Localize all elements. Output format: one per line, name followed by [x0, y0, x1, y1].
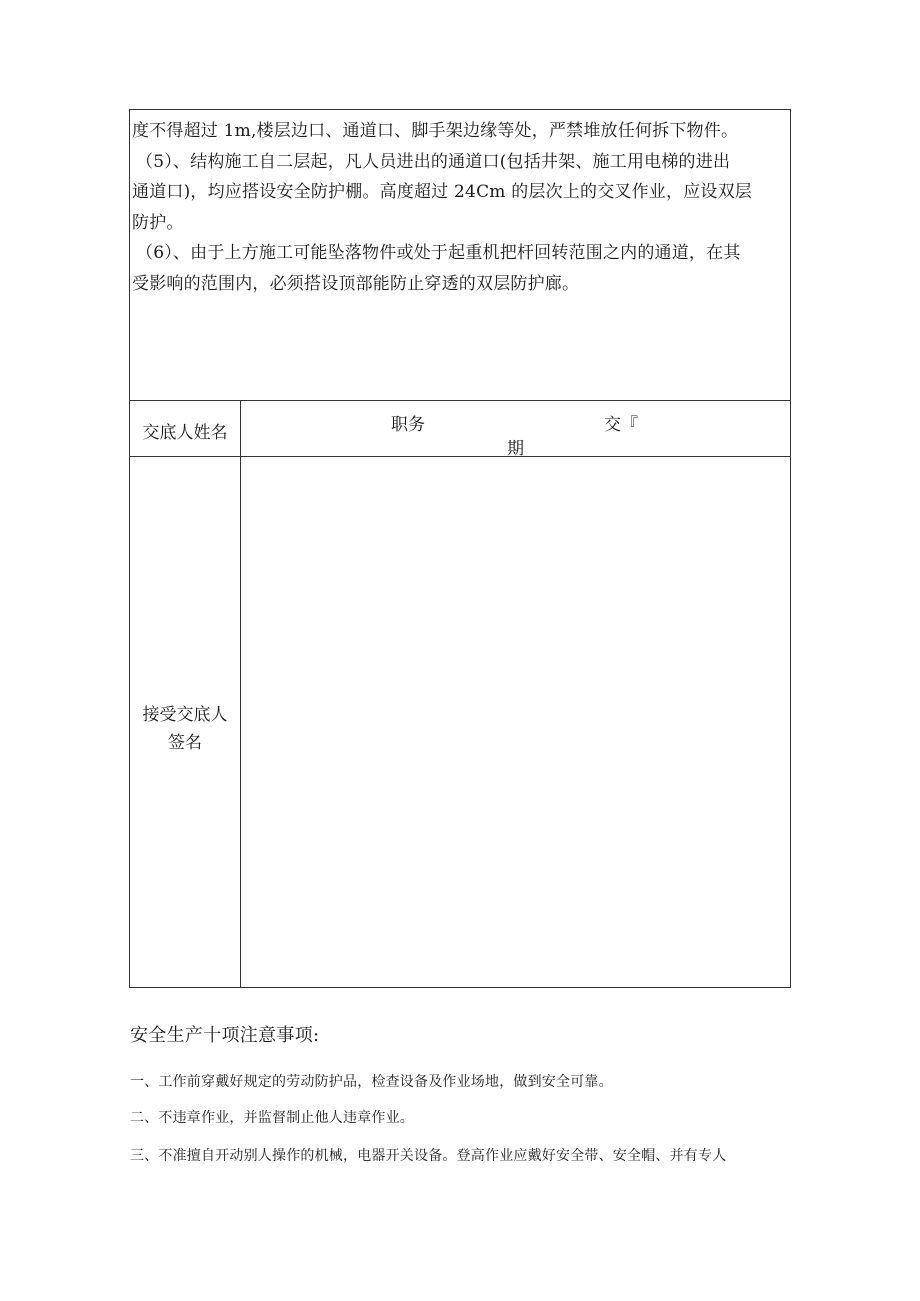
receiver-label-line2: 签名 [168, 733, 202, 753]
discloser-row [130, 401, 790, 457]
content-line: 防护。 [132, 212, 184, 233]
receiver-signature-row [130, 457, 790, 987]
content-line: 度不得超过 1m,楼层边口、通道口、脚手架边缘等处，严禁堆放任何拆下物件。 [132, 121, 739, 141]
disclosure-table [129, 109, 791, 988]
disclosure-content-cell [130, 110, 790, 401]
signature-area[interactable] [241, 457, 790, 987]
receiver-label-line1: 接受交底人 [142, 705, 228, 725]
discloser-name-label: 交底人姓名 [142, 423, 228, 443]
content-line: 受影响的范围内，必须搭设顶部能防止穿透的双层防护廊。 [132, 273, 580, 294]
content-line: （5）、结构施工自二层起，凡人员进出的通道口(包括井架、施工用电梯的进出 [136, 151, 731, 172]
safety-note-item: 三、不准擅自开动别人操作的机械，电器开关设备。登高作业应戴好安全带、安全帽、并有专人 [130, 1148, 727, 1164]
safety-note-item: 一、工作前穿戴好规定的劳动防护品，检查设备及作业场地，做到安全可靠。 [130, 1074, 613, 1090]
safety-note-item: 二、不违章作业，并监督制止他人违章作业。 [130, 1110, 414, 1126]
date-label-part2: 期 [507, 439, 524, 459]
position-label: 职务 [391, 415, 425, 435]
content-line: （6）、由于上方施工可能坠落物件或处于起重机把杆回转范围之内的通道，在其 [136, 243, 741, 263]
safety-notes-title: 安全生产十项注意事项: [130, 1025, 320, 1046]
receiver-label-cell [130, 457, 241, 987]
discloser-name-label-cell [130, 401, 241, 456]
content-line: 通道口)，均应搭设安全防护棚。高度超过 24Cm 的层次上的交叉作业，应设双层 [132, 182, 752, 202]
date-label-part1: 交『 [604, 415, 638, 435]
